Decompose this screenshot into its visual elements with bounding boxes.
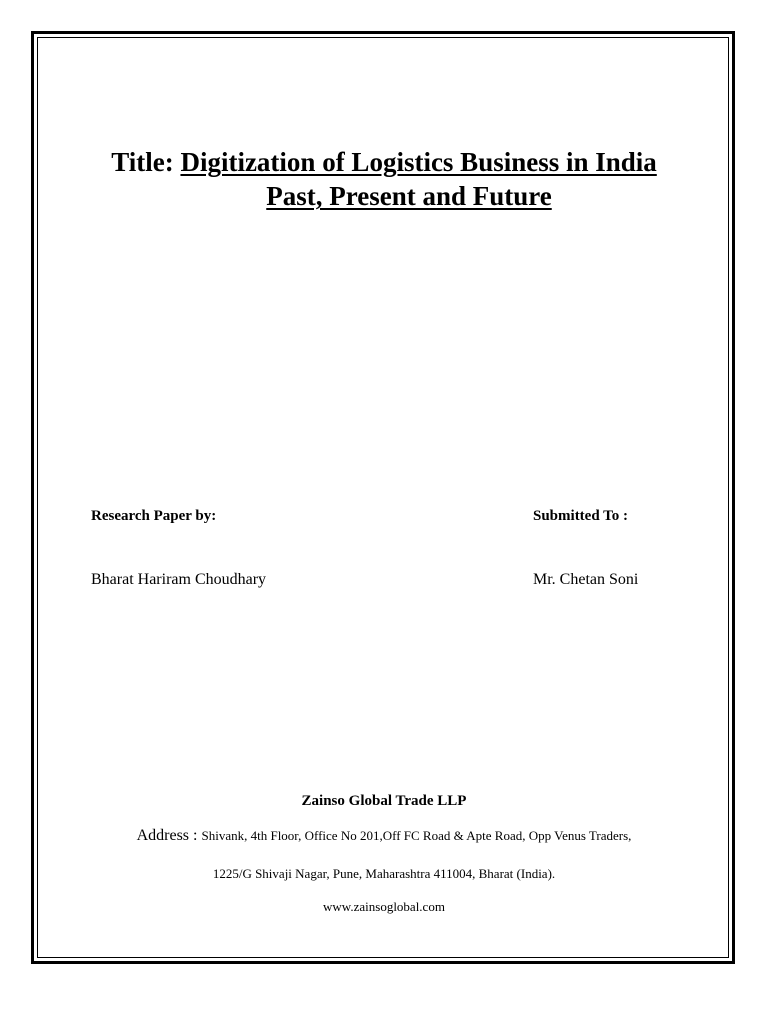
title-line-1 [0, 145, 768, 179]
website-link[interactable]: www.zainsoglobal.com [323, 899, 445, 914]
address-line-2: 1225/G Shivaji Nagar, Pune, Maharashtra 411004, Bharat (India). [212, 866, 556, 881]
title-text-line-2: Past, Present and Future [266, 181, 552, 211]
company-name: Zainso Global Trade LLP [301, 793, 467, 809]
author-name: Bharat Hariram Choudhary [91, 571, 267, 588]
page-title [0, 145, 768, 213]
recipient-name: Mr. Chetan Soni [533, 571, 639, 588]
research-by-label: Research Paper by: [91, 508, 217, 524]
submitted-to-label: Submitted To : [533, 508, 629, 524]
title-line-2 [0, 179, 768, 213]
address-label: Address : [136, 827, 202, 844]
address-text-1: Shivank, 4th Floor, Office No 201,Off FC Road & Apte Road, Opp Venus Traders, [201, 828, 632, 843]
title-prefix: Title: [111, 147, 181, 177]
address-line-1 [0, 827, 768, 845]
title-text-line-1: Digitization of Logistics Business in India [180, 147, 657, 177]
